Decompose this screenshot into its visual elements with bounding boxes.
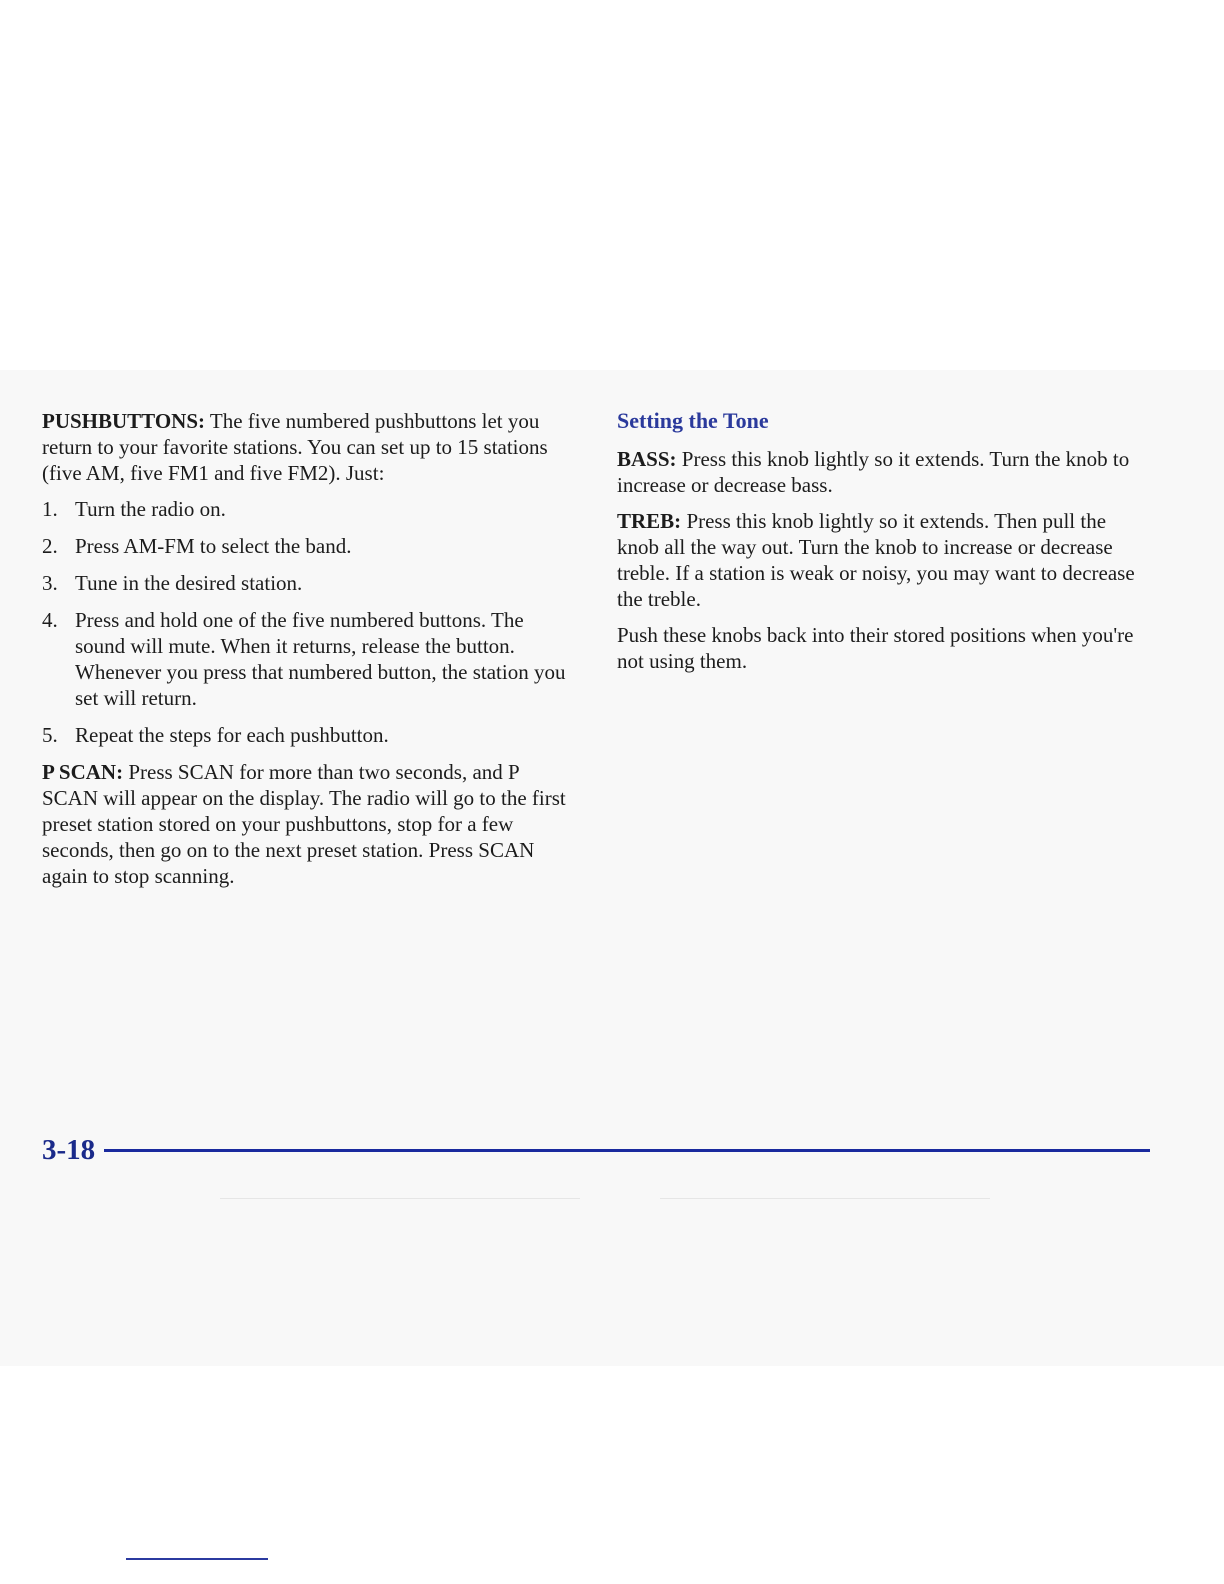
left-column xyxy=(42,408,577,899)
bottom-link-underline xyxy=(126,1558,268,1560)
list-item xyxy=(42,722,577,748)
list-item xyxy=(42,607,577,711)
page-footer xyxy=(42,1133,1150,1167)
treb-paragraph xyxy=(617,508,1142,612)
treb-term: TREB: xyxy=(617,509,682,533)
pscan-term: P SCAN: xyxy=(42,760,124,784)
bass-paragraph xyxy=(617,446,1142,498)
pushbuttons-paragraph xyxy=(42,408,577,486)
step-number: 2. xyxy=(42,534,58,558)
footer-divider xyxy=(104,1149,1150,1152)
pscan-text: Press SCAN for more than two seconds, and P SCAN will appear on the display. The radio will go to the first preset station stored on your pushbuttons, stop for a few seconds, then go on to the next preset station. Press SCAN again to stop scanning. xyxy=(42,760,566,888)
pushbutton-steps-list xyxy=(42,496,577,748)
pscan-paragraph xyxy=(42,759,577,889)
step-number: 1. xyxy=(42,497,58,521)
step-text: Press AM-FM to select the band. xyxy=(75,534,352,558)
page-number: 3-18 xyxy=(42,1134,96,1166)
step-number: 4. xyxy=(42,608,58,632)
pushbuttons-text: The five numbered pushbuttons let you return to your favorite stations. You can set up to 15 stations (five AM, five FM1 and five FM2). Just: xyxy=(42,409,548,485)
faint-divider-left xyxy=(220,1198,580,1199)
list-item xyxy=(42,570,577,596)
list-item xyxy=(42,496,577,522)
step-text: Tune in the desired station. xyxy=(75,571,303,595)
section-heading-setting-the-tone: Setting the Tone xyxy=(617,408,769,433)
step-number: 5. xyxy=(42,723,58,747)
bass-term: BASS: xyxy=(617,447,677,471)
bass-text: Press this knob lightly so it extends. Turn the knob to increase or decrease bass. xyxy=(617,447,1130,497)
pushbuttons-term: PUSHBUTTONS: xyxy=(42,409,205,433)
step-text: Press and hold one of the five numbered buttons. The sound will mute. When it returns, release the button. Whenever you press that numbered button, the station you set will return. xyxy=(75,608,566,710)
step-text: Repeat the steps for each pushbutton. xyxy=(75,723,389,747)
step-number: 3. xyxy=(42,571,58,595)
push-back-paragraph: Push these knobs back into their stored positions when you're not using them. xyxy=(617,623,1134,673)
right-column xyxy=(617,408,1142,684)
list-item xyxy=(42,533,577,559)
treb-text: Press this knob lightly so it extends. Then pull the knob all the way out. Turn the knob to increase or decrease treble. If a station is weak or noisy, you may want to decrease the treble. xyxy=(617,509,1135,611)
step-text: Turn the radio on. xyxy=(75,497,226,521)
faint-divider-right xyxy=(660,1198,990,1199)
